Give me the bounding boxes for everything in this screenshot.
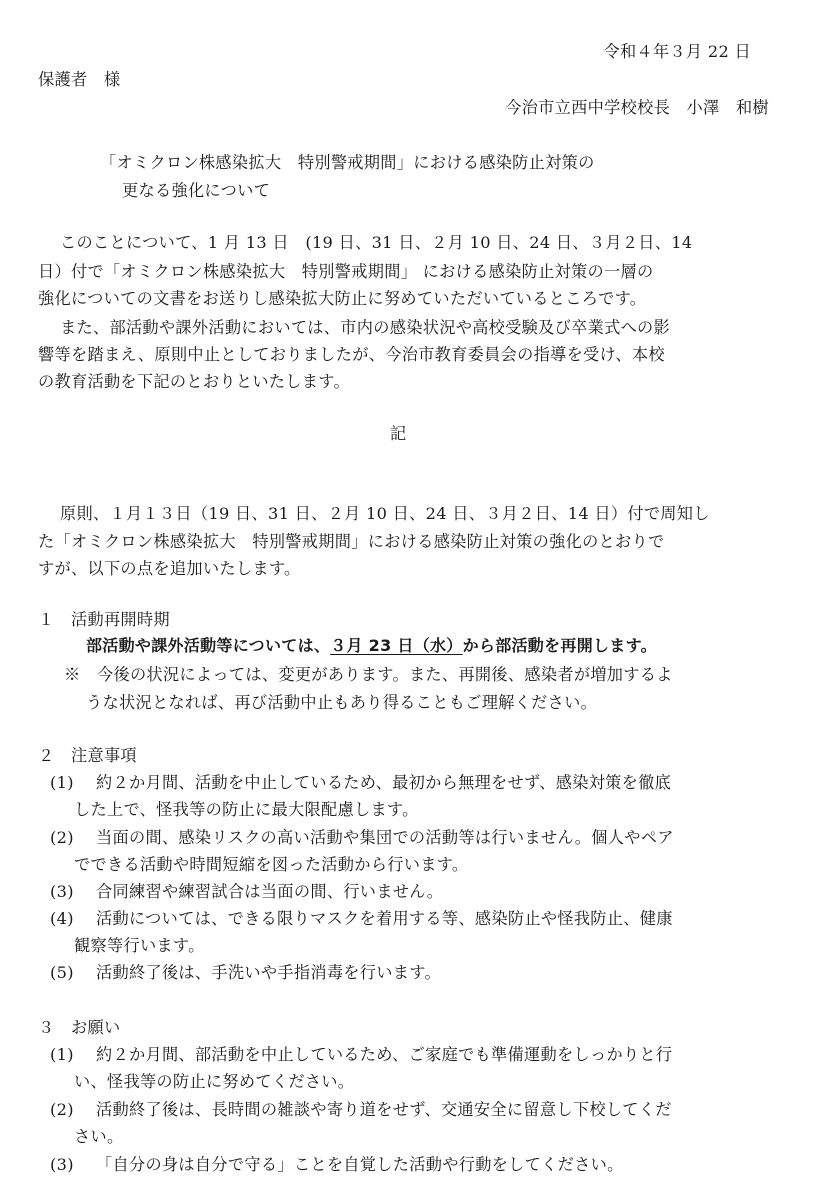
resume-date: ３月 23 日（水） [330, 636, 463, 655]
s3-item-3-line-1: 「自分の身は自分で守る」ことを自覚した活動や行動をしてください。 [96, 1155, 624, 1174]
s3-item-1-line-1: 約２か月間、部活動を中止しているため、ご家庭でも準備運動をしっかりと行 [96, 1045, 673, 1064]
section3-heading: ３ お願い [38, 1018, 121, 1037]
sender: 今治市立西中学校校長 小澤 和樹 [505, 98, 769, 117]
s3-item-2-line-2: さい。 [74, 1127, 124, 1146]
resume-notice-post: から部活動を再開します。 [462, 636, 657, 655]
s3-item-3-num: (3) [50, 1155, 74, 1174]
section2-heading: ２ 注意事項 [38, 746, 137, 765]
title-line-2: 更なる強化について [122, 181, 271, 200]
principle-line-1: 原則、１月１３日（19 日、31 日、２月 10 日、24 日、３月２日、14 日）付で周知し [60, 504, 710, 523]
s3-item-1-num: (1) [50, 1045, 74, 1064]
principle-line-3: すが、以下の点を追加いたします。 [38, 559, 301, 578]
resume-notice-pre: 部活動や課外活動等については、 [86, 636, 331, 655]
recipient: 保護者 様 [38, 70, 121, 89]
intro-p2-line-2: 響等を踏まえ、原則中止としておりましたが、今治市教育委員会の指導を受け、本校 [38, 345, 665, 364]
s2-item-1-num: (1) [50, 773, 74, 792]
intro-p1-line-3: 強化についての文書をお送りし感染拡大防止に努めていただいているところです。 [38, 289, 647, 308]
section1-heading: １ 活動再開時期 [38, 610, 170, 629]
section1-note-line-1: ※ 今後の状況によっては、変更があります。また、再開後、感染者が増加するよ [64, 665, 673, 684]
s2-item-3-num: (3) [50, 882, 74, 901]
ki-mark: 記 [390, 424, 407, 443]
s2-item-5-num: (5) [50, 963, 74, 982]
section1-note-line-2: うな状況となれば、再び活動中止もあり得ることもご理解ください。 [86, 693, 598, 712]
intro-p1-line-1: このことについて、1 月 13 日 (19 日、31 日、２月 10 日、24 日、３月２日、14 [60, 233, 693, 252]
s2-item-5-line-1: 活動終了後は、手洗いや手指消毒を行います。 [96, 963, 441, 982]
s2-item-2-num: (2) [50, 828, 74, 847]
s2-item-3-line-1: 合同練習や練習試合は当面の間、行いません。 [96, 882, 444, 901]
s3-item-2-line-1: 活動終了後は、長時間の雑談や寄り道をせず、交通安全に留意し下校してくだ [96, 1100, 672, 1119]
s2-item-2-line-1: 当面の間、感染リスクの高い活動や集団での活動等は行いません。個人やペア [96, 828, 674, 847]
s2-item-4-line-2: 観察等行います。 [74, 936, 205, 955]
principle-line-2: た「オミクロン株感染拡大 特別警戒期間」における感染防止対策の強化のとおりで [38, 532, 665, 551]
intro-p1-line-2: 日）付で「オミクロン株感染拡大 特別警戒期間」 における感染防止対策の一層の [38, 262, 654, 281]
resume-notice [86, 638, 657, 654]
s2-item-1-line-1: 約２か月間、活動を中止しているため、最初から無理をせず、感染対策を徹底 [96, 773, 672, 792]
s2-item-4-line-1: 活動については、できる限りマスクを着用する等、感染防止や怪我防止、健康 [96, 909, 673, 928]
s2-item-2-line-2: でできる活動や時間短縮を図った活動から行います。 [74, 855, 469, 874]
document-date: 令和４年３月 22 日 [603, 42, 751, 61]
s2-item-4-num: (4) [50, 909, 74, 928]
intro-p2-line-1: また、部活動や課外活動においては、市内の感染状況や高校受験及び卒業式への影 [60, 318, 671, 337]
intro-p2-line-3: の教育活動を下記のとおりといたします。 [38, 372, 350, 391]
title-line-1: 「オミクロン株感染拡大 特別警戒期間」における感染防止対策の [100, 153, 595, 172]
s3-item-2-num: (2) [50, 1100, 74, 1119]
s2-item-1-line-2: した上で、怪我等の防止に最大限配慮します。 [74, 800, 419, 819]
s3-item-1-line-2: い、怪我等の防止に努めてください。 [74, 1072, 355, 1091]
